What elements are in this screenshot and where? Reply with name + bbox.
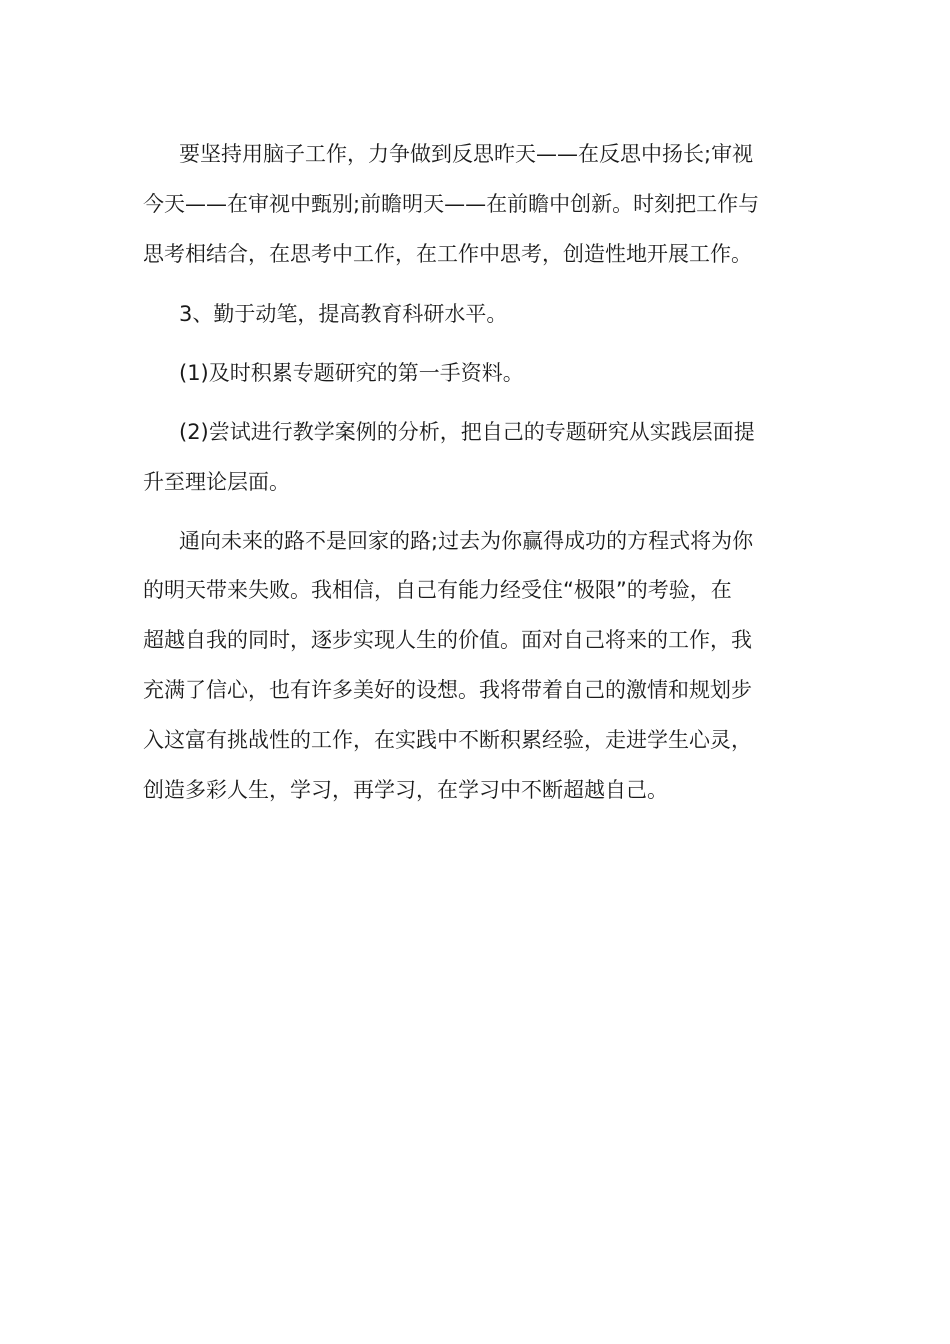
paragraph-2-line-3: 超越自我的同时，逐步实现人生的价值。面对自己将来的工作，我: [143, 628, 752, 652]
paragraph-2-line-6: 创造多彩人生，学习，再学习，在学习中不断超越自己。: [143, 778, 668, 802]
paragraph-1-line-1: 要坚持用脑子工作，力争做到反思昨天——在反思中扬长;审视: [179, 142, 754, 166]
paragraph-2-line-1: 通向未来的路不是回家的路;过去为你赢得成功的方程式将为你: [179, 529, 754, 553]
paragraph-2-line-4: 充满了信心，也有许多美好的设想。我将带着自己的激情和规划步: [143, 678, 752, 702]
list-item-2-line-2: 升至理论层面。: [143, 470, 290, 494]
section-heading-3: 3、勤于动笔，提高教育科研水平。: [179, 302, 508, 326]
list-item-2-line-1: (2)尝试进行教学案例的分析，把自己的专题研究从实践层面提: [179, 420, 755, 444]
paragraph-1-line-3: 思考相结合，在思考中工作，在工作中思考，创造性地开展工作。: [143, 242, 752, 266]
paragraph-1-line-2: 今天——在审视中甄别;前瞻明天——在前瞻中创新。时刻把工作与: [143, 192, 760, 216]
paragraph-2-line-2: 的明天带来失败。我相信，自己有能力经受住“极限”的考验，在: [143, 578, 732, 602]
list-item-1: (1)及时积累专题研究的第一手资料。: [179, 361, 524, 385]
paragraph-2-line-5: 入这富有挑战性的工作，在实践中不断积累经验，走进学生心灵，: [143, 728, 752, 752]
